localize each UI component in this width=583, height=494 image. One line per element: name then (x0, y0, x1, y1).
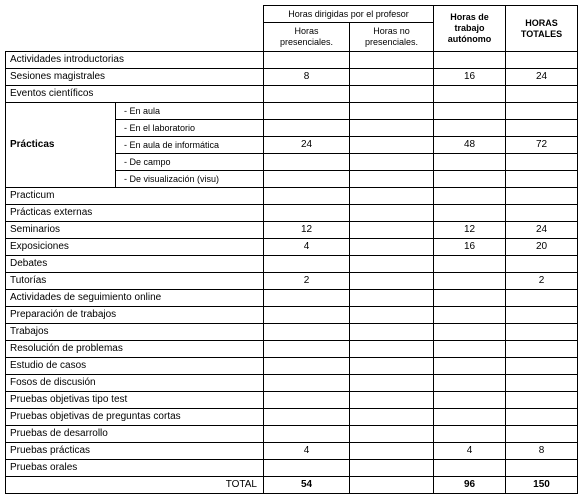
cell-autonomo (434, 460, 506, 477)
cell-no-presenciales (350, 137, 434, 154)
cell-autonomo (434, 52, 506, 69)
table-row (6, 205, 578, 222)
cell-no-presenciales (350, 307, 434, 324)
cell-totales (506, 52, 578, 69)
cell-no-presenciales (350, 324, 434, 341)
cell-totales (506, 290, 578, 307)
cell-totales (506, 188, 578, 205)
cell-no-presenciales (350, 358, 434, 375)
cell-autonomo (434, 273, 506, 290)
table-row (6, 324, 578, 341)
cell-no-presenciales (350, 256, 434, 273)
cell-autonomo (434, 307, 506, 324)
cell-presenciales: 8 (264, 69, 350, 86)
cell-presenciales (264, 290, 350, 307)
cell-no-presenciales (350, 341, 434, 358)
cell-totales (506, 154, 578, 171)
cell-totales (506, 86, 578, 103)
cell-no-presenciales (350, 103, 434, 120)
table-row (6, 307, 578, 324)
cell-totales (506, 256, 578, 273)
row-label: Preparación de trabajos (6, 307, 264, 324)
cell-no-presenciales (350, 375, 434, 392)
row-label: Sesiones magistrales (6, 69, 264, 86)
cell-presenciales (264, 256, 350, 273)
table-row (6, 358, 578, 375)
cell-autonomo (434, 290, 506, 307)
cell-presenciales: 4 (264, 443, 350, 460)
table-row (6, 256, 578, 273)
cell-totales (506, 460, 578, 477)
total-no-presenciales (350, 477, 434, 494)
row-label: Pruebas orales (6, 460, 264, 477)
row-label: Pruebas objetivas tipo test (6, 392, 264, 409)
cell-presenciales (264, 324, 350, 341)
cell-presenciales: 12 (264, 222, 350, 239)
cell-presenciales (264, 171, 350, 188)
cell-autonomo (434, 171, 506, 188)
header-no-presenciales: Horas no presenciales. (350, 23, 434, 52)
cell-totales (506, 307, 578, 324)
cell-presenciales: 24 (264, 137, 350, 154)
cell-totales (506, 205, 578, 222)
cell-autonomo: 4 (434, 443, 506, 460)
practicas-subrow-label: - De visualización (visu) (116, 171, 264, 188)
row-label: Pruebas objetivas de preguntas cortas (6, 409, 264, 426)
cell-totales (506, 120, 578, 137)
cell-autonomo (434, 86, 506, 103)
cell-totales: 20 (506, 239, 578, 256)
table-row (6, 443, 578, 460)
cell-no-presenciales (350, 154, 434, 171)
cell-autonomo: 12 (434, 222, 506, 239)
table-row (6, 341, 578, 358)
cell-autonomo (434, 256, 506, 273)
header-autonomo: Horas de trabajo autónomo (434, 6, 506, 52)
table-row (6, 426, 578, 443)
practicas-subrow-label: - En aula (116, 103, 264, 120)
table-row (6, 52, 578, 69)
table-row (6, 239, 578, 256)
practicas-subrow-label: - De campo (116, 154, 264, 171)
cell-autonomo (434, 358, 506, 375)
cell-no-presenciales (350, 222, 434, 239)
row-label: Eventos científicos (6, 86, 264, 103)
row-label: Actividades de seguimiento online (6, 290, 264, 307)
row-label: Resolución de problemas (6, 341, 264, 358)
row-label: Debates (6, 256, 264, 273)
total-totales: 150 (506, 477, 578, 494)
corner-blank (6, 6, 264, 52)
total-row (6, 477, 578, 494)
row-label: Seminarios (6, 222, 264, 239)
cell-totales: 8 (506, 443, 578, 460)
cell-presenciales: 4 (264, 239, 350, 256)
cell-totales (506, 392, 578, 409)
cell-no-presenciales (350, 426, 434, 443)
row-label: Prácticas externas (6, 205, 264, 222)
cell-autonomo (434, 120, 506, 137)
table-row (6, 460, 578, 477)
cell-presenciales (264, 307, 350, 324)
row-label: Estudio de casos (6, 358, 264, 375)
cell-autonomo (434, 341, 506, 358)
cell-totales (506, 426, 578, 443)
cell-totales: 72 (506, 137, 578, 154)
total-presenciales: 54 (264, 477, 350, 494)
cell-autonomo (434, 103, 506, 120)
cell-presenciales (264, 205, 350, 222)
table-row (6, 103, 578, 120)
cell-autonomo (434, 188, 506, 205)
cell-totales: 24 (506, 69, 578, 86)
cell-autonomo (434, 154, 506, 171)
cell-totales (506, 171, 578, 188)
header-group: Horas dirigidas por el profesor (264, 6, 434, 23)
cell-no-presenciales (350, 239, 434, 256)
cell-presenciales (264, 358, 350, 375)
cell-no-presenciales (350, 188, 434, 205)
cell-no-presenciales (350, 52, 434, 69)
cell-presenciales (264, 426, 350, 443)
table-row (6, 69, 578, 86)
table-row (6, 86, 578, 103)
table-row (6, 290, 578, 307)
cell-autonomo: 16 (434, 239, 506, 256)
cell-presenciales (264, 188, 350, 205)
practicas-subrow-label: - En aula de informática (116, 137, 264, 154)
cell-autonomo (434, 426, 506, 443)
cell-no-presenciales (350, 86, 434, 103)
cell-no-presenciales (350, 120, 434, 137)
cell-presenciales (264, 86, 350, 103)
row-label: Fosos de discusión (6, 375, 264, 392)
row-label: Pruebas prácticas (6, 443, 264, 460)
cell-autonomo (434, 375, 506, 392)
cell-totales (506, 409, 578, 426)
cell-autonomo: 16 (434, 69, 506, 86)
cell-no-presenciales (350, 460, 434, 477)
hours-table (5, 5, 578, 494)
cell-autonomo: 48 (434, 137, 506, 154)
table-row (6, 392, 578, 409)
cell-presenciales (264, 120, 350, 137)
cell-no-presenciales (350, 392, 434, 409)
cell-presenciales (264, 154, 350, 171)
cell-totales: 24 (506, 222, 578, 239)
cell-presenciales (264, 460, 350, 477)
row-label: Trabajos (6, 324, 264, 341)
cell-autonomo (434, 409, 506, 426)
cell-presenciales (264, 375, 350, 392)
cell-no-presenciales (350, 69, 434, 86)
total-label: TOTAL (6, 477, 264, 494)
cell-autonomo (434, 392, 506, 409)
cell-presenciales (264, 409, 350, 426)
cell-autonomo (434, 205, 506, 222)
cell-presenciales (264, 392, 350, 409)
cell-presenciales (264, 341, 350, 358)
cell-no-presenciales (350, 443, 434, 460)
cell-totales (506, 324, 578, 341)
row-label: Actividades introductorias (6, 52, 264, 69)
header-presenciales: Horas presenciales. (264, 23, 350, 52)
cell-no-presenciales (350, 290, 434, 307)
cell-no-presenciales (350, 409, 434, 426)
row-label: Tutorías (6, 273, 264, 290)
table-row (6, 188, 578, 205)
cell-no-presenciales (350, 273, 434, 290)
cell-totales (506, 358, 578, 375)
cell-totales (506, 375, 578, 392)
cell-totales: 2 (506, 273, 578, 290)
table-row (6, 375, 578, 392)
cell-no-presenciales (350, 205, 434, 222)
practicas-subrow-label: - En el laboratorio (116, 120, 264, 137)
table-row (6, 273, 578, 290)
practicas-label: Prácticas (6, 103, 116, 188)
cell-totales (506, 103, 578, 120)
cell-autonomo (434, 324, 506, 341)
total-autonomo: 96 (434, 477, 506, 494)
table-row (6, 409, 578, 426)
row-label: Pruebas de desarrollo (6, 426, 264, 443)
cell-presenciales: 2 (264, 273, 350, 290)
cell-no-presenciales (350, 171, 434, 188)
cell-totales (506, 341, 578, 358)
row-label: Practicum (6, 188, 264, 205)
header-totales: HORAS TOTALES (506, 6, 578, 52)
cell-presenciales (264, 52, 350, 69)
table-row (6, 222, 578, 239)
cell-presenciales (264, 103, 350, 120)
row-label: Exposiciones (6, 239, 264, 256)
